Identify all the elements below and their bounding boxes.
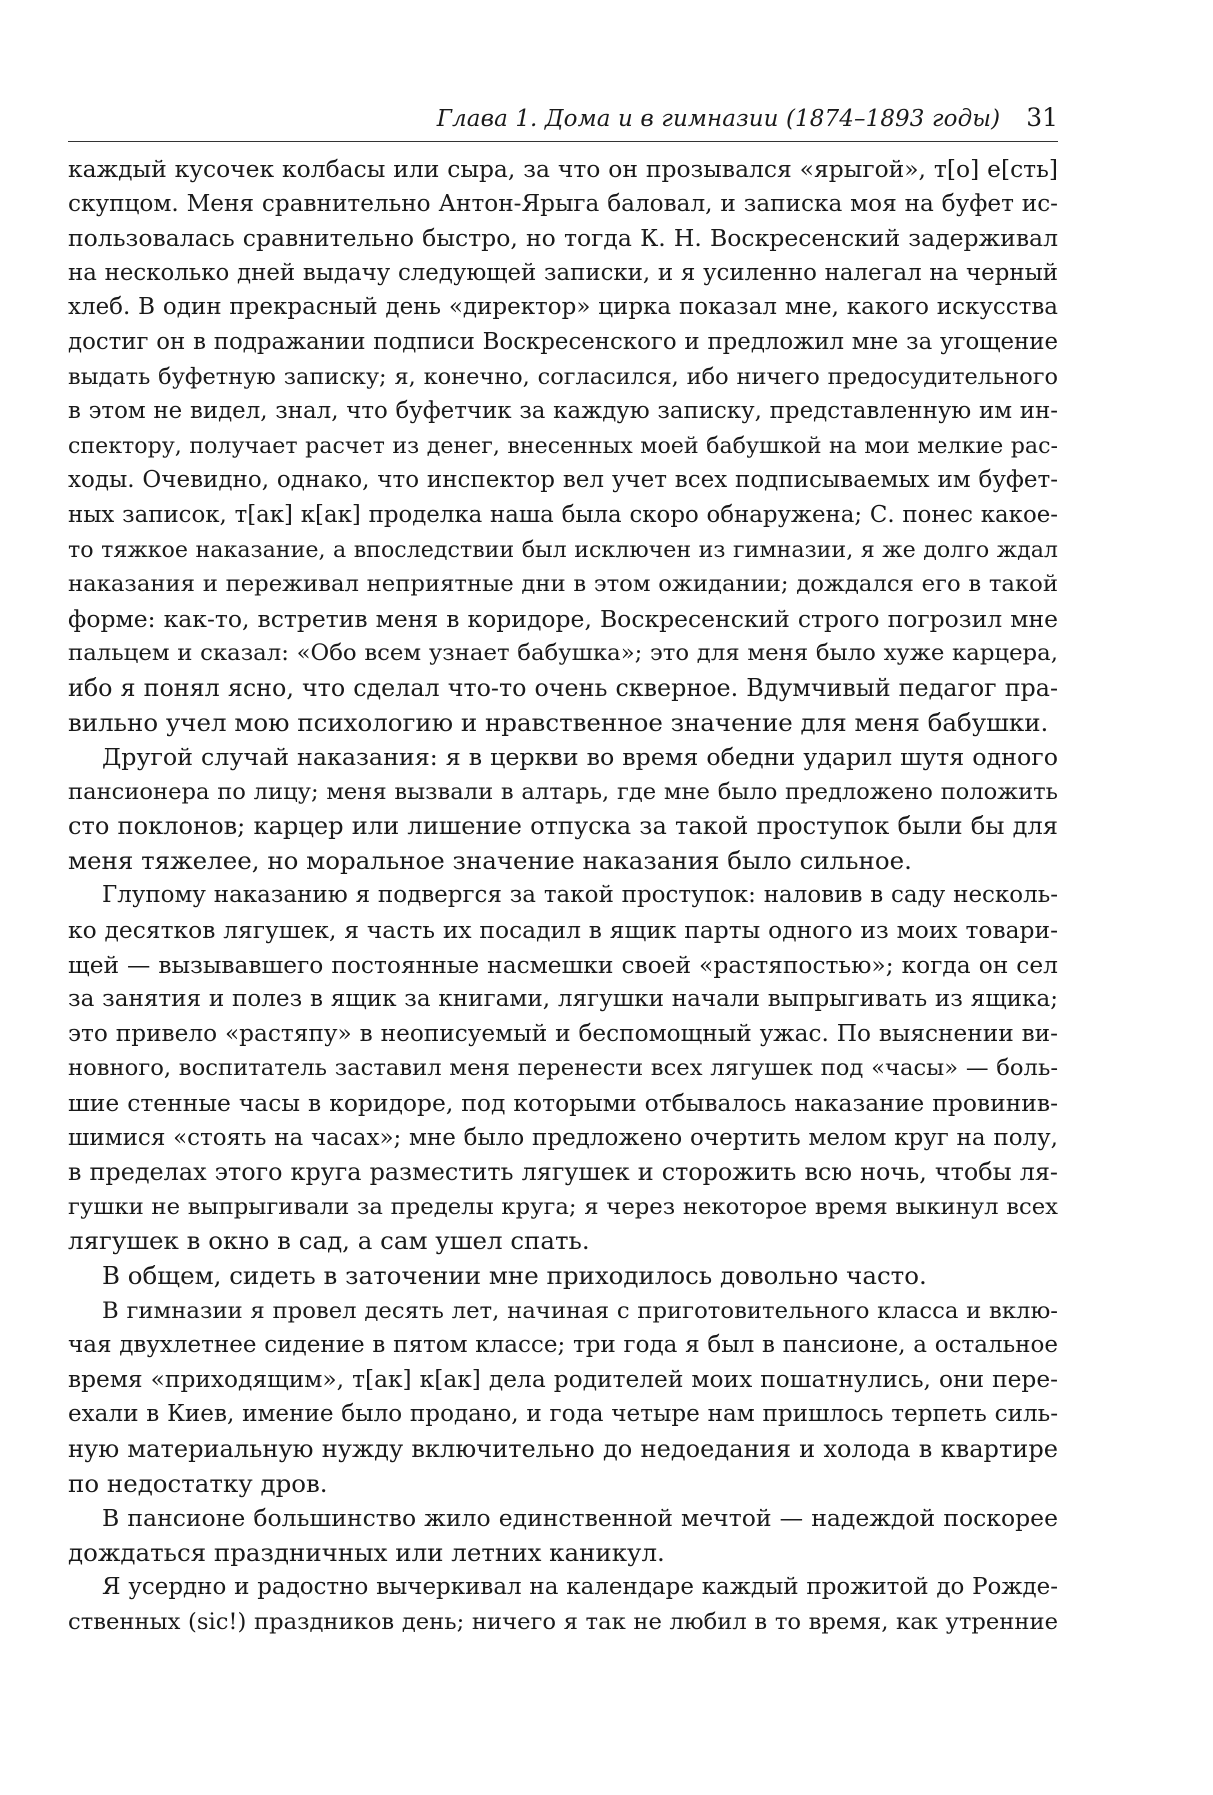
- text-line: Глупому наказанию я подвергся за такой проступок: наловив в саду несколь-: [102, 882, 1058, 909]
- text-line: В общем, сидеть в заточении мне приходилось довольно часто.: [102, 1261, 927, 1290]
- text-line: пальцем и сказал: «Обо всем узнает бабушка»; это для меня было хуже карцера,: [68, 640, 1058, 667]
- text-line: вильно учел мою психологию и нравственное значение для меня бабушки.: [68, 707, 1049, 737]
- text-line: Другой случай наказания: я в церкви во время обедни ударил шутя одного: [102, 743, 1058, 772]
- text-line: сто поклонов; карцер или лишение отпуска за такой проступок были бы для: [68, 812, 1058, 841]
- text-line: дождаться праздничных или летних каникул.: [68, 1537, 665, 1567]
- text-line: В пансионе большинство жило единственной мечтой — надеждой поскорее: [102, 1504, 1058, 1533]
- text-line: время «приходящим», т[ак] к[ак] дела родителей моих пошатнулись, они пере-: [68, 1365, 1058, 1393]
- text-line: достиг он в подражании подписи Воскресенского и предложил мне за угощение: [68, 328, 1058, 355]
- body-text: [68, 152, 1058, 1640]
- running-header: [68, 103, 1058, 139]
- header-rule: [68, 141, 1058, 142]
- text-line: ходы. Очевидно, однако, что инспектор вел учет всех подписываемых им буфет-: [68, 467, 1058, 494]
- text-line: скупцом. Меня сравнительно Антон-Ярыга баловал, и записка моя на буфет ис-: [68, 190, 1058, 217]
- text-line: наказания и переживал неприятные дни в этом ожидании; дождался его в такой: [68, 571, 1058, 598]
- text-line: шие стенные часы в коридоре, под которыми отбывалось наказание провинив-: [68, 1089, 1058, 1118]
- text-line: это привело «растяпу» в неописуемый и беспомощный ужас. По выяснении ви-: [68, 1019, 1058, 1047]
- text-line: то тяжкое наказание, а впоследствии был исключен из гимназии, я же долго ждал: [68, 536, 1058, 563]
- text-line: за занятия и полез в ящик за книгами, лягушки начали выпрыгивать из ящика;: [68, 986, 1058, 1013]
- text-line: в этом не видел, знал, что буфетчик за каждую записку, представленную им ин-: [68, 398, 1058, 425]
- chapter-title: Глава 1. Дома и в гимназии (1874–1893 годы): [436, 106, 1001, 132]
- text-line: ную материальную нужду включительно до недоедания и холода в квартире: [68, 1434, 1058, 1463]
- text-line: выдать буфетную записку; я, конечно, согласился, ибо ничего предосудительного: [68, 363, 1058, 390]
- text-line: хлеб. В один прекрасный день «директор» цирка показал мне, какого искусства: [68, 294, 1058, 321]
- text-line: на несколько дней выдачу следующей записки, и я усиленно налегал на черный: [68, 259, 1058, 286]
- text-line: ибо я понял ясно, что сделал что-то очень скверное. Вдумчивый педагог пра-: [68, 673, 1058, 702]
- text-line: ко десятков лягушек, я часть их посадил в ящик парты одного из моих товари-: [68, 916, 1058, 945]
- text-line: шимися «стоять на часах»; мне было предложено очертить мелом круг на полу,: [68, 1124, 1058, 1151]
- text-line: пользовалась сравнительно быстро, но тогда К. Н. Воскресенский задерживал: [68, 224, 1058, 253]
- text-line: ехали в Киев, имение было продано, и года четыре нам пришлось терпеть силь-: [68, 1401, 1058, 1428]
- text-line: пансионера по лицу; меня вызвали в алтарь, где мне было предложено положить: [68, 778, 1058, 805]
- text-line: лягушек в окно в сад, а сам ушел спать.: [68, 1226, 590, 1256]
- text-line: меня тяжелее, но моральное значение наказания было сильное.: [68, 845, 912, 875]
- text-line: ственных (sic!) праздников день; ничего я так не любил в то время, как утренние: [68, 1608, 1058, 1635]
- text-line: каждый кусочек колбасы или сыра, за что он прозывался «ярыгой», т[о] е[сть]: [68, 155, 1058, 183]
- text-line: в пределах этого круга разместить лягушек и сторожить всю ночь, чтобы ля-: [68, 1158, 1058, 1187]
- text-line: Я усердно и радостно вычеркивал на календаре каждый прожитой до Рожде-: [102, 1574, 1058, 1601]
- text-line: В гимназии я провел десять лет, начиная с приготовительного класса и вклю-: [102, 1297, 1058, 1324]
- text-line: форме: как-то, встретив меня в коридоре, Воскресенский строго погрозил мне: [68, 604, 1058, 633]
- text-line: гушки не выпрыгивали за пределы круга; я через некоторое время выкинул всех: [68, 1193, 1058, 1220]
- text-line: ных записок, т[ак] к[ак] проделка наша была скоро обнаружена; С. понес какое-: [68, 501, 1058, 528]
- text-line: чая двухлетнее сидение в пятом классе; три года я был в пансионе, а остальное: [68, 1332, 1058, 1359]
- page-number: 31: [1026, 103, 1058, 132]
- text-line: щей — вызывавшего постоянные насмешки своей «растяпостью»; когда он сел: [68, 950, 1058, 979]
- text-line: по недостатку дров.: [68, 1468, 328, 1498]
- text-line: спектору, получает расчет из денег, внесенных моей бабушкой на мои мелкие рас-: [68, 432, 1058, 459]
- text-line: новного, воспитатель заставил меня перенести всех лягушек под «часы» — боль-: [68, 1055, 1058, 1082]
